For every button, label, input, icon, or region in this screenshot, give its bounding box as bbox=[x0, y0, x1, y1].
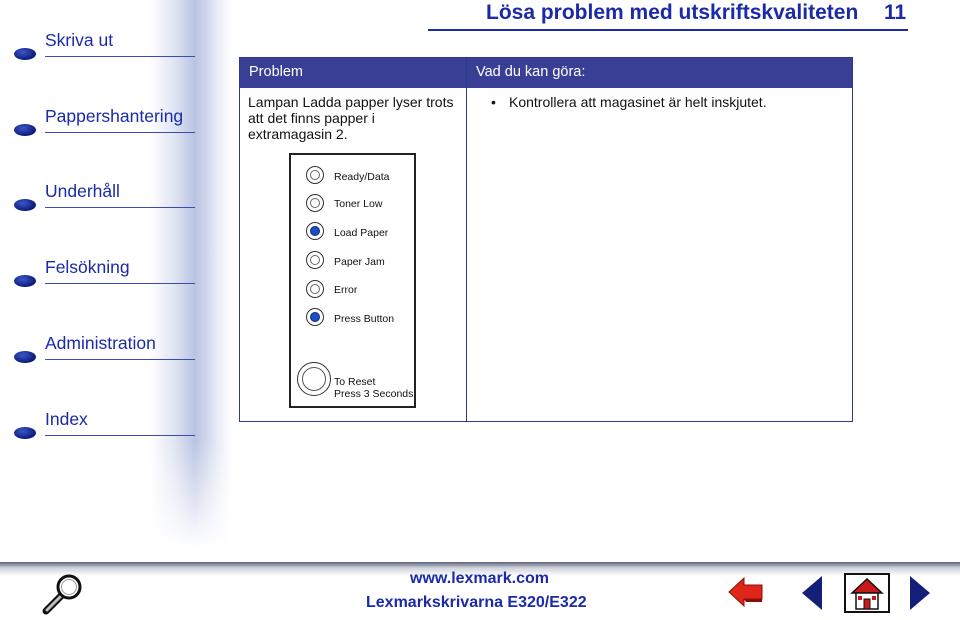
light-label-press-button: Press Button bbox=[334, 313, 395, 325]
website-link[interactable]: www.lexmark.com bbox=[410, 570, 550, 587]
light-label-paper-jam: Paper Jam bbox=[334, 256, 385, 268]
paper-jam-light-icon bbox=[306, 251, 324, 269]
nav-underline bbox=[45, 283, 195, 284]
action-column-header bbox=[467, 58, 852, 88]
product-name: Lexmarkskrivarna E320/E322 bbox=[366, 594, 587, 611]
nav-label: Index bbox=[45, 409, 88, 429]
nav-item-underhall[interactable] bbox=[14, 181, 184, 221]
problem-header-label: Problem bbox=[249, 64, 303, 80]
nav-label: Pappershantering bbox=[45, 106, 184, 126]
nav-item-administration[interactable] bbox=[14, 333, 184, 373]
nav-label: Skriva ut bbox=[45, 30, 114, 50]
panel-button-icon bbox=[297, 362, 331, 396]
problem-column-header bbox=[240, 58, 466, 88]
nav-label: Underhåll bbox=[45, 181, 120, 201]
ready-data-light-icon bbox=[306, 166, 324, 184]
nav-bullet-icon bbox=[14, 48, 36, 60]
sidebar-fade bbox=[150, 440, 232, 550]
page-number: 11 bbox=[884, 1, 907, 24]
nav-item-index[interactable] bbox=[14, 409, 184, 449]
home-icon[interactable] bbox=[844, 573, 890, 613]
nav-underline bbox=[45, 56, 195, 57]
nav-bullet-icon bbox=[14, 124, 36, 136]
nav-label: Administration bbox=[45, 333, 156, 353]
load-paper-light-icon bbox=[306, 222, 324, 240]
page-title: Lösa problem med utskriftskvaliteten bbox=[486, 1, 859, 24]
toner-low-light-icon bbox=[306, 194, 324, 212]
light-label-error: Error bbox=[334, 284, 358, 296]
title-underline bbox=[428, 29, 908, 31]
nav-label: Felsökning bbox=[45, 257, 130, 277]
action-instruction: Kontrollera att magasinet är helt inskjutet. bbox=[509, 94, 767, 110]
light-label-ready-data: Ready/Data bbox=[334, 171, 390, 183]
nav-underline bbox=[45, 207, 195, 208]
action-header-label: Vad du kan göra: bbox=[476, 64, 586, 80]
search-icon[interactable] bbox=[40, 573, 86, 615]
nav-bullet-icon bbox=[14, 275, 36, 287]
previous-page-icon[interactable] bbox=[800, 575, 824, 611]
press-button-light-icon bbox=[306, 308, 324, 326]
light-label-load-paper: Load Paper bbox=[334, 227, 389, 239]
column-divider bbox=[466, 58, 467, 421]
reset-label-line1: To Reset bbox=[334, 376, 376, 388]
nav-underline bbox=[45, 359, 195, 360]
nav-bullet-icon bbox=[14, 351, 36, 363]
back-arrow-icon[interactable] bbox=[728, 575, 764, 609]
problem-description: Lampan Ladda papper lyser trots att det finns papper i extramagasin 2. bbox=[248, 94, 454, 142]
nav-underline bbox=[45, 435, 195, 436]
nav-item-felsokning[interactable] bbox=[14, 257, 184, 297]
next-page-icon[interactable] bbox=[908, 575, 932, 611]
nav-underline bbox=[45, 132, 195, 133]
nav-item-pappershantering[interactable] bbox=[14, 106, 184, 146]
reset-label-line2: Press 3 Seconds bbox=[334, 388, 414, 400]
nav-bullet-icon bbox=[14, 427, 36, 439]
light-label-toner-low: Toner Low bbox=[334, 198, 383, 210]
nav-item-skriva-ut[interactable] bbox=[14, 30, 184, 70]
error-light-icon bbox=[306, 280, 324, 298]
action-bullet: • bbox=[491, 94, 496, 110]
nav-bullet-icon bbox=[14, 199, 36, 211]
